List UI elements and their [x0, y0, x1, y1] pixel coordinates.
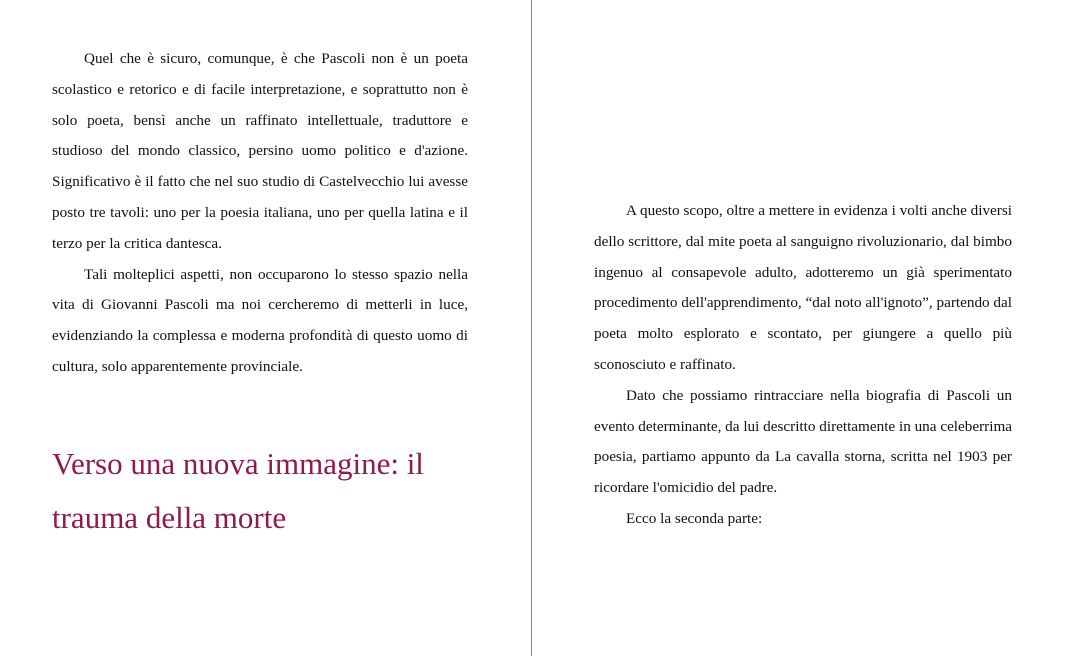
- paragraph: Tali molteplici aspetti, non occuparono lo stesso spazio nella vita di Giovanni Pascoli ma noi cercheremo di metterli in luce, evidenziando la complessa e moderna profondità di questo uomo di cultura, solo apparentemente provinciale.: [52, 265, 468, 375]
- left-page: [0, 0, 531, 656]
- paragraph: A questo scopo, oltre a mettere in evidenza i volti anche diversi dello scrittore, dal mite poeta al sanguigno rivoluzionario, dal bimbo ingenuo al consapevole adulto, adotteremo un già sperimentato procedimento dell'apprendimento, “dal noto all'ignoto”, partendo dal poeta molto esplorato e scontato, per giungere a quello più sconosciuto e raffinato.: [594, 202, 1012, 373]
- section-heading: Verso una nuova immagine: il trauma della morte: [52, 446, 424, 535]
- left-text-block: [52, 44, 468, 383]
- right-text-block: [594, 196, 1012, 535]
- paragraph: Quel che è sicuro, comunque, è che Pascoli non è un poeta scolastico e retorico e di facile interpretazione, e soprattutto non è solo poeta, bensì anche un raffinato intellettuale, traduttore e studioso del mondo classico, persino uomo politico e d'azione. Significativo è il fatto che nel suo studio di Castelvecchio lui avesse posto tre tavoli: uno per la poesia italiana, uno per quella latina e il terzo per la critica dantesca.: [52, 50, 468, 252]
- right-page: [532, 0, 1066, 656]
- paragraph: Ecco la seconda parte:: [626, 509, 763, 527]
- paragraph: Dato che possiamo rintracciare nella biografia di Pascoli un evento determinante, da lui descritto direttamente in una celeberrima poesia, partiamo appunto da La cavalla storna, scritta nel 1903 per ricordare l'omicidio del padre.: [594, 386, 1012, 497]
